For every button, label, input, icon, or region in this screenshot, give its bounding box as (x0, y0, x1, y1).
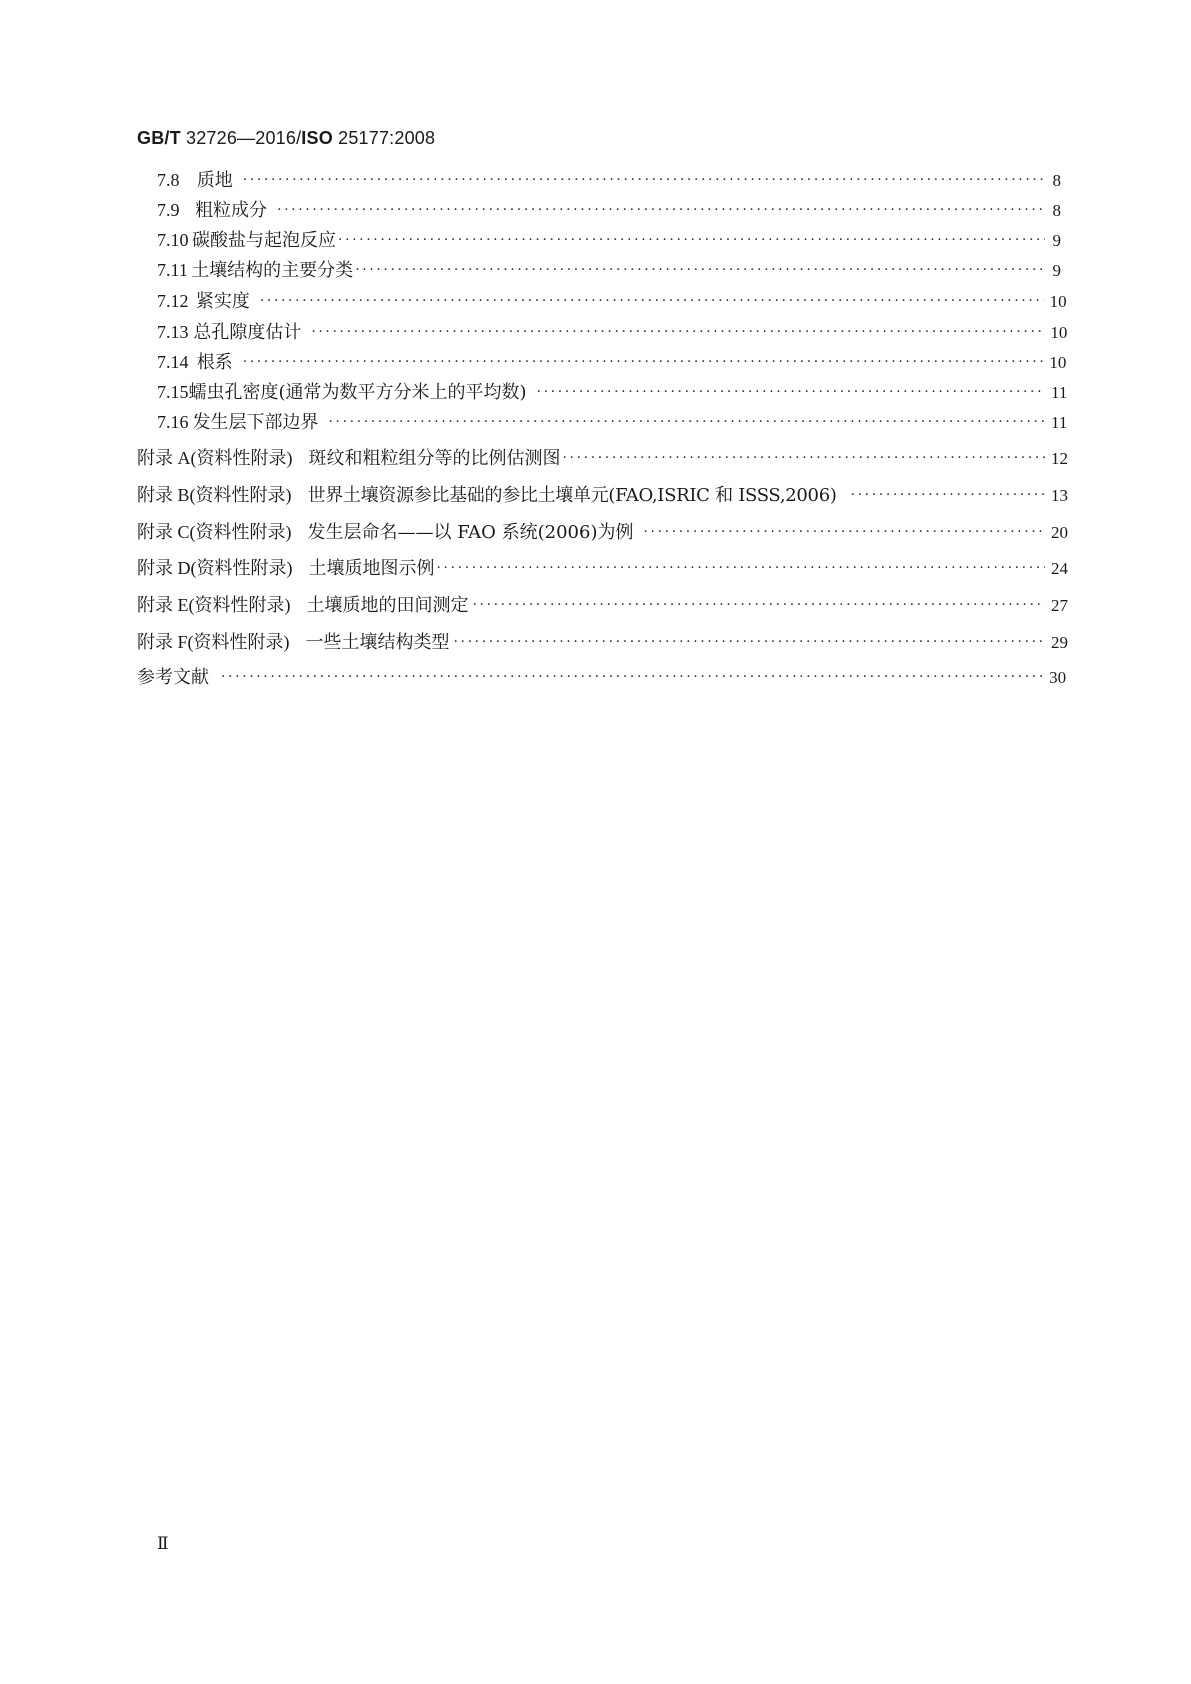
dot-leader (454, 630, 1046, 654)
dot-leader (563, 446, 1046, 470)
standard-number: 32726—2016/ (180, 128, 302, 148)
toc-annex-a[interactable] (137, 446, 1068, 470)
toc-entry-number: 7.9 (157, 200, 180, 220)
toc-entry-number: 7.8 (157, 170, 180, 190)
toc-entry-page: 10 (1049, 292, 1067, 311)
toc-annex-d[interactable] (137, 556, 1068, 580)
toc-entry-page: 10 (1050, 323, 1068, 342)
toc-entry-number: 7.11 (157, 260, 188, 280)
toc-entry-title: 根系 (196, 352, 233, 373)
dot-leader (537, 380, 1045, 404)
dot-leader (243, 168, 1045, 192)
toc-entry-page: 11 (1050, 413, 1068, 432)
annex-page: 13 (1051, 486, 1068, 505)
annex-title: 斑纹和粗粒组分等的比例估测图 (308, 448, 561, 469)
toc-entry-title: 土壤结构的主要分类 (191, 260, 354, 281)
page-number: Ⅱ (157, 1534, 169, 1553)
dot-leader (329, 410, 1045, 434)
iso-label: ISO (301, 128, 333, 148)
annex-title: 发生层命名——以 FAO 系统(2006)为例 (307, 522, 634, 543)
standard-code: GB/T (137, 128, 181, 148)
annex-label: 附录 D(资料性附录) (137, 558, 293, 578)
dot-leader (643, 520, 1045, 544)
toc-references[interactable] (137, 666, 1067, 690)
annex-page: 27 (1051, 596, 1068, 615)
toc-entry-page: 8 (1052, 171, 1061, 190)
dot-leader (472, 593, 1045, 617)
dot-leader (311, 320, 1044, 344)
toc-entry-number: 7.13 (157, 322, 189, 342)
annex-page: 20 (1051, 523, 1068, 542)
toc-entry-page: 8 (1052, 201, 1061, 220)
toc-entry-title: 粗粒成分 (195, 200, 268, 221)
annex-title: 土壤质地图示例 (308, 558, 435, 579)
annex-page: 12 (1051, 449, 1068, 468)
annex-title: 一些土壤结构类型 (305, 632, 450, 653)
toc-entry-number: 7.16 (157, 412, 189, 432)
toc-entry-7-8[interactable] (157, 168, 1061, 192)
toc-entry-page: 10 (1049, 353, 1067, 372)
toc-entry-number: 7.14 (157, 352, 189, 372)
dot-leader (277, 198, 1045, 222)
toc-entry-number: 7.15 (157, 382, 189, 402)
toc-entry-title: 紧实度 (195, 291, 250, 312)
toc-entry-title: 质地 (196, 170, 233, 191)
toc-annex-e[interactable] (137, 593, 1068, 617)
toc-entry-title: 总孔隙度估计 (193, 322, 302, 343)
toc-entry-7-16[interactable] (157, 410, 1068, 434)
annex-label: 附录 F(资料性附录) (137, 632, 290, 652)
toc-entry-title: 发生层下部边界 (192, 412, 319, 433)
dot-leader (260, 289, 1044, 313)
dot-leader (221, 665, 1043, 689)
toc-annex-b[interactable] (137, 483, 1068, 507)
annex-title: 世界土壤资源参比基础的参比土壤单元(FAO,ISRIC 和 ISSS,2006) (307, 485, 837, 506)
toc-annex-f[interactable] (137, 630, 1068, 654)
dot-leader (355, 258, 1045, 282)
toc-annex-c[interactable] (137, 520, 1068, 544)
annex-page: 29 (1051, 633, 1068, 652)
toc-entry-7-10[interactable] (157, 228, 1061, 252)
iso-number: 25177:2008 (332, 128, 436, 148)
references-title: 参考文献 (137, 667, 209, 688)
annex-page: 24 (1051, 559, 1068, 578)
dot-leader (437, 556, 1046, 580)
toc-entry-number: 7.10 (157, 230, 189, 250)
dot-leader (338, 228, 1045, 252)
annex-title: 土壤质地的田间测定 (306, 595, 469, 616)
toc-entry-7-11[interactable] (157, 258, 1061, 282)
toc-entry-title: 碳酸盐与起泡反应 (192, 230, 337, 251)
toc-entry-7-15[interactable] (157, 380, 1068, 404)
dot-leader (243, 350, 1044, 374)
toc-entry-number: 7.12 (157, 291, 189, 311)
annex-label: 附录 A(资料性附录) (137, 448, 293, 468)
dot-leader (851, 483, 1045, 507)
toc-entry-7-9[interactable] (157, 198, 1061, 222)
toc-entry-page: 11 (1051, 383, 1068, 402)
toc-entry-page: 9 (1052, 231, 1061, 250)
toc-entry-7-14[interactable] (157, 350, 1067, 374)
annex-label: 附录 C(资料性附录) (137, 522, 292, 542)
annex-label: 附录 E(资料性附录) (137, 595, 291, 615)
references-page: 30 (1049, 668, 1067, 687)
annex-label: 附录 B(资料性附录) (137, 485, 292, 505)
toc-entry-7-13[interactable] (157, 320, 1068, 344)
toc-entry-7-12[interactable] (157, 289, 1067, 313)
toc-entry-title: 蠕虫孔密度(通常为数平方分米上的平均数) (188, 382, 527, 403)
toc-entry-page: 9 (1052, 261, 1061, 280)
